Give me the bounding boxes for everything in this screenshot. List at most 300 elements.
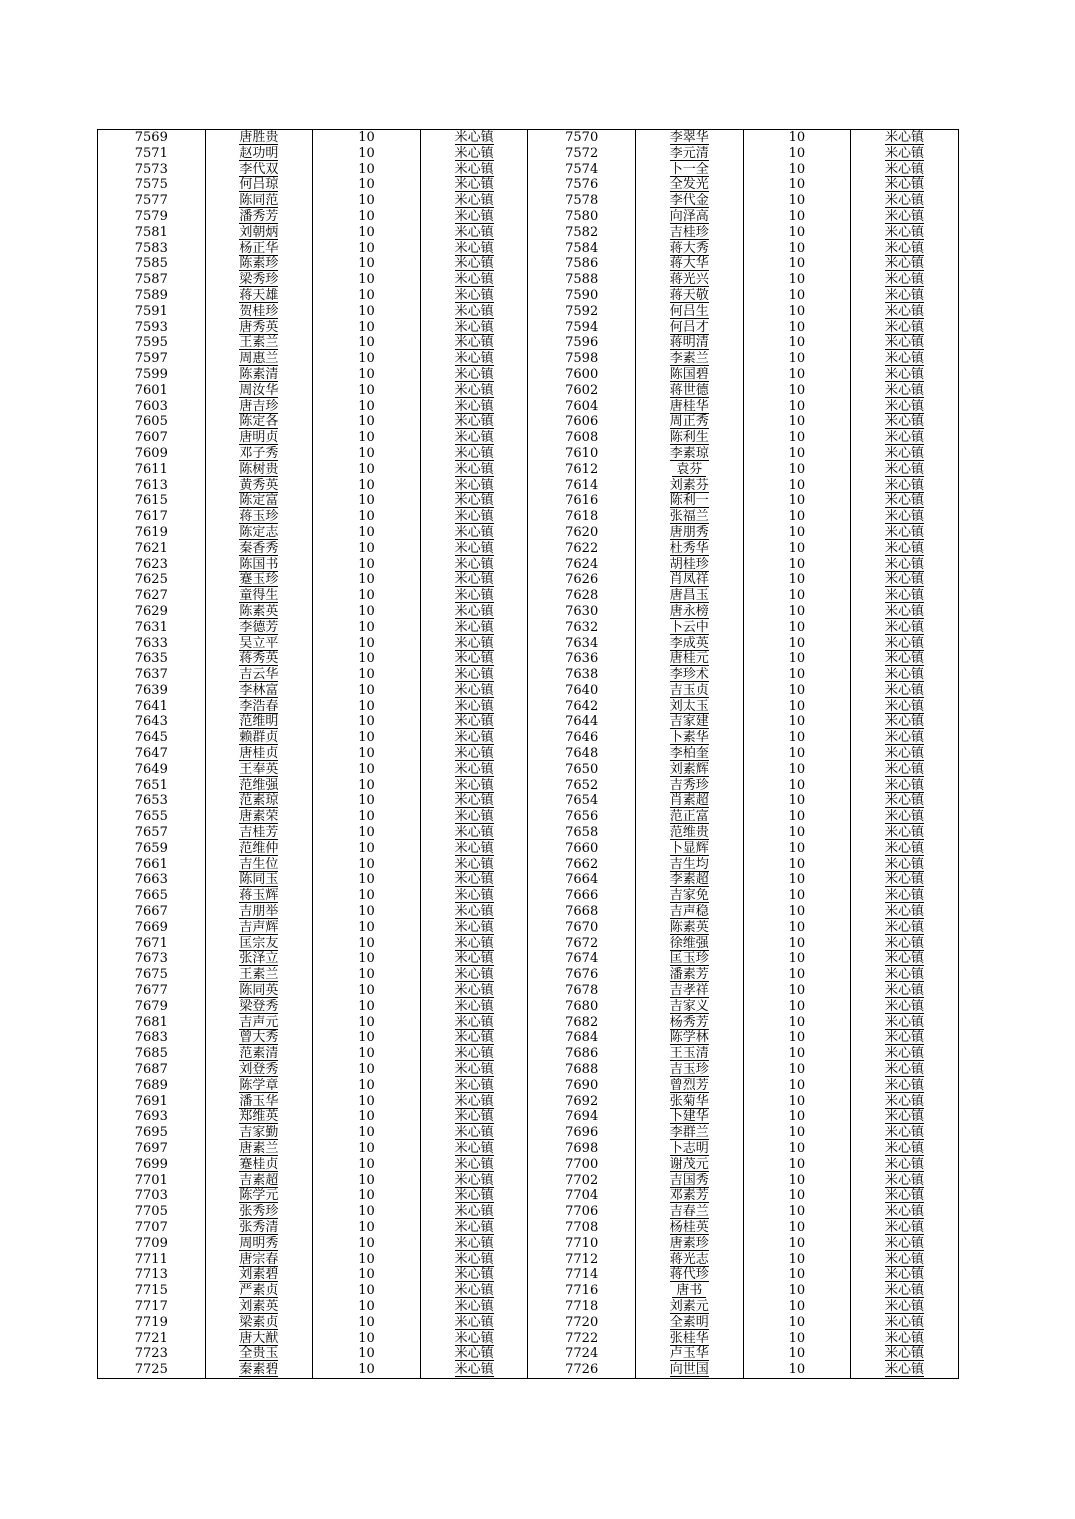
cell-text: 唐桂华 bbox=[669, 398, 709, 414]
cell-text: 陈利一 bbox=[669, 493, 709, 509]
cell-text: 米心镇 bbox=[884, 651, 924, 667]
cell-text: 唐秀英 bbox=[239, 319, 279, 335]
id-cell-right: 7648 bbox=[528, 746, 636, 762]
id-cell-left: 7597 bbox=[98, 351, 206, 367]
town-cell-left bbox=[420, 130, 528, 146]
cell-text: 胡桂珍 bbox=[669, 556, 709, 572]
name-cell-right bbox=[635, 1204, 743, 1220]
town-cell-right bbox=[851, 983, 959, 999]
cell-text: 曾烈芳 bbox=[669, 1077, 709, 1093]
name-cell-left bbox=[205, 809, 313, 825]
name-cell-left bbox=[205, 1315, 313, 1331]
town-cell-right bbox=[851, 383, 959, 399]
amount-cell-left: 10 bbox=[313, 620, 421, 636]
town-cell-left bbox=[420, 1062, 528, 1078]
id-cell-left: 7707 bbox=[98, 1220, 206, 1236]
table-row bbox=[98, 493, 959, 509]
table-row bbox=[98, 367, 959, 383]
town-cell-left bbox=[420, 414, 528, 430]
name-cell-right bbox=[635, 746, 743, 762]
cell-text: 米心镇 bbox=[884, 809, 924, 825]
cell-text: 潘素芳 bbox=[669, 967, 709, 983]
amount-cell-left: 10 bbox=[313, 130, 421, 146]
id-cell-right: 7680 bbox=[528, 999, 636, 1015]
town-cell-right bbox=[851, 462, 959, 478]
amount-cell-left: 10 bbox=[313, 762, 421, 778]
id-cell-left: 7587 bbox=[98, 272, 206, 288]
amount-cell-left: 10 bbox=[313, 525, 421, 541]
cell-text: 全素明 bbox=[669, 1314, 709, 1330]
name-cell-right bbox=[635, 225, 743, 241]
table-row bbox=[98, 1078, 959, 1094]
cell-text: 米心镇 bbox=[454, 1077, 494, 1093]
amount-cell-right: 10 bbox=[743, 920, 851, 936]
name-cell-left bbox=[205, 1236, 313, 1252]
cell-text: 米心镇 bbox=[454, 919, 494, 935]
id-cell-left: 7607 bbox=[98, 430, 206, 446]
town-cell-left bbox=[420, 288, 528, 304]
name-cell-right bbox=[635, 162, 743, 178]
amount-cell-right: 10 bbox=[743, 1220, 851, 1236]
amount-cell-right: 10 bbox=[743, 604, 851, 620]
id-cell-right: 7576 bbox=[528, 177, 636, 193]
table-row bbox=[98, 509, 959, 525]
id-cell-right: 7616 bbox=[528, 493, 636, 509]
cell-text: 潘秀芳 bbox=[239, 208, 279, 224]
amount-cell-right: 10 bbox=[743, 541, 851, 557]
cell-text: 米心镇 bbox=[454, 524, 494, 540]
cell-text: 周惠兰 bbox=[239, 351, 279, 367]
cell-text: 李素兰 bbox=[669, 351, 709, 367]
cell-text: 谢茂元 bbox=[669, 1156, 709, 1172]
town-cell-left bbox=[420, 620, 528, 636]
name-cell-left bbox=[205, 778, 313, 794]
cell-text: 李代金 bbox=[669, 193, 709, 209]
town-cell-right bbox=[851, 177, 959, 193]
amount-cell-left: 10 bbox=[313, 1283, 421, 1299]
name-cell-left bbox=[205, 351, 313, 367]
cell-text: 米心镇 bbox=[884, 445, 924, 461]
cell-text: 米心镇 bbox=[454, 130, 494, 145]
cell-text: 李林富 bbox=[239, 682, 279, 698]
id-cell-left: 7635 bbox=[98, 651, 206, 667]
id-cell-right: 7614 bbox=[528, 478, 636, 494]
town-cell-right bbox=[851, 193, 959, 209]
name-cell-right bbox=[635, 604, 743, 620]
id-cell-left: 7631 bbox=[98, 620, 206, 636]
id-cell-right: 7700 bbox=[528, 1157, 636, 1173]
cell-text: 米心镇 bbox=[454, 588, 494, 604]
name-cell-left bbox=[205, 588, 313, 604]
table-row bbox=[98, 351, 959, 367]
id-cell-right: 7704 bbox=[528, 1188, 636, 1204]
cell-text: 米心镇 bbox=[454, 840, 494, 856]
town-cell-left bbox=[420, 320, 528, 336]
amount-cell-left: 10 bbox=[313, 1094, 421, 1110]
town-cell-left bbox=[420, 509, 528, 525]
amount-cell-left: 10 bbox=[313, 651, 421, 667]
name-cell-right bbox=[635, 177, 743, 193]
town-cell-left bbox=[420, 1267, 528, 1283]
cell-text: 童得生 bbox=[239, 588, 279, 604]
cell-text: 吉孝祥 bbox=[669, 983, 709, 999]
name-cell-left bbox=[205, 1346, 313, 1362]
town-cell-left bbox=[420, 999, 528, 1015]
name-cell-left bbox=[205, 825, 313, 841]
id-cell-left: 7645 bbox=[98, 730, 206, 746]
amount-cell-left: 10 bbox=[313, 714, 421, 730]
name-cell-right bbox=[635, 557, 743, 573]
table-row bbox=[98, 1030, 959, 1046]
table-row bbox=[98, 825, 959, 841]
town-cell-left bbox=[420, 888, 528, 904]
id-cell-right: 7664 bbox=[528, 872, 636, 888]
amount-cell-left: 10 bbox=[313, 162, 421, 178]
cell-text: 米心镇 bbox=[454, 351, 494, 367]
amount-cell-right: 10 bbox=[743, 1125, 851, 1141]
town-cell-left bbox=[420, 193, 528, 209]
name-cell-left bbox=[205, 146, 313, 162]
id-cell-right: 7686 bbox=[528, 1046, 636, 1062]
name-cell-left bbox=[205, 541, 313, 557]
name-cell-left bbox=[205, 1299, 313, 1315]
id-cell-right: 7652 bbox=[528, 778, 636, 794]
name-cell-right bbox=[635, 778, 743, 794]
amount-cell-right: 10 bbox=[743, 177, 851, 193]
table-row bbox=[98, 1362, 959, 1378]
name-cell-left bbox=[205, 209, 313, 225]
name-cell-left bbox=[205, 162, 313, 178]
amount-cell-left: 10 bbox=[313, 177, 421, 193]
town-cell-right bbox=[851, 588, 959, 604]
town-cell-left bbox=[420, 241, 528, 257]
id-cell-right: 7684 bbox=[528, 1030, 636, 1046]
cell-text: 米心镇 bbox=[454, 1125, 494, 1141]
amount-cell-right: 10 bbox=[743, 1109, 851, 1125]
amount-cell-right: 10 bbox=[743, 651, 851, 667]
name-cell-left bbox=[205, 857, 313, 873]
amount-cell-right: 10 bbox=[743, 288, 851, 304]
cell-text: 米心镇 bbox=[454, 1014, 494, 1030]
table-row bbox=[98, 857, 959, 873]
town-cell-left bbox=[420, 1236, 528, 1252]
cell-text: 张福兰 bbox=[669, 509, 709, 525]
cell-text: 蒋世德 bbox=[669, 382, 709, 398]
id-cell-right: 7604 bbox=[528, 399, 636, 415]
cell-text: 李德芳 bbox=[239, 619, 279, 635]
cell-text: 米心镇 bbox=[454, 967, 494, 983]
town-cell-right bbox=[851, 493, 959, 509]
town-cell-right bbox=[851, 304, 959, 320]
amount-cell-right: 10 bbox=[743, 888, 851, 904]
id-cell-right: 7578 bbox=[528, 193, 636, 209]
cell-text: 李浩春 bbox=[239, 698, 279, 714]
town-cell-right bbox=[851, 256, 959, 272]
town-cell-right bbox=[851, 825, 959, 841]
town-cell-left bbox=[420, 588, 528, 604]
amount-cell-left: 10 bbox=[313, 351, 421, 367]
id-cell-left: 7617 bbox=[98, 509, 206, 525]
cell-text: 米心镇 bbox=[454, 287, 494, 303]
id-cell-right: 7720 bbox=[528, 1315, 636, 1331]
town-cell-left bbox=[420, 493, 528, 509]
amount-cell-right: 10 bbox=[743, 857, 851, 873]
cell-text: 米心镇 bbox=[884, 177, 924, 193]
town-cell-right bbox=[851, 1046, 959, 1062]
name-cell-left bbox=[205, 1157, 313, 1173]
amount-cell-left: 10 bbox=[313, 825, 421, 841]
name-cell-left bbox=[205, 320, 313, 336]
cell-text: 杨桂英 bbox=[669, 1219, 709, 1235]
cell-text: 吉桂芳 bbox=[239, 825, 279, 841]
name-cell-left bbox=[205, 1046, 313, 1062]
name-cell-left bbox=[205, 256, 313, 272]
cell-text: 范正富 bbox=[669, 809, 709, 825]
amount-cell-left: 10 bbox=[313, 888, 421, 904]
cell-text: 蒋光兴 bbox=[669, 272, 709, 288]
table-row bbox=[98, 904, 959, 920]
cell-text: 唐永榜 bbox=[669, 603, 709, 619]
amount-cell-left: 10 bbox=[313, 209, 421, 225]
amount-cell-left: 10 bbox=[313, 841, 421, 857]
cell-text: 米心镇 bbox=[884, 319, 924, 335]
cell-text: 米心镇 bbox=[884, 1030, 924, 1046]
id-cell-left: 7689 bbox=[98, 1078, 206, 1094]
amount-cell-left: 10 bbox=[313, 462, 421, 478]
town-cell-right bbox=[851, 509, 959, 525]
amount-cell-left: 10 bbox=[313, 857, 421, 873]
id-cell-left: 7659 bbox=[98, 841, 206, 857]
amount-cell-left: 10 bbox=[313, 272, 421, 288]
town-cell-right bbox=[851, 1346, 959, 1362]
cell-text: 米心镇 bbox=[884, 983, 924, 999]
cell-text: 米心镇 bbox=[884, 588, 924, 604]
town-cell-left bbox=[420, 225, 528, 241]
amount-cell-left: 10 bbox=[313, 588, 421, 604]
amount-cell-left: 10 bbox=[313, 1125, 421, 1141]
cell-text: 米心镇 bbox=[454, 698, 494, 714]
name-cell-left bbox=[205, 1362, 313, 1378]
cell-text: 米心镇 bbox=[884, 967, 924, 983]
id-cell-right: 7584 bbox=[528, 241, 636, 257]
id-cell-left: 7715 bbox=[98, 1283, 206, 1299]
roster-table-body bbox=[98, 130, 959, 1379]
amount-cell-left: 10 bbox=[313, 146, 421, 162]
cell-text: 米心镇 bbox=[884, 287, 924, 303]
cell-text: 梁素贞 bbox=[239, 1314, 279, 1330]
table-row bbox=[98, 667, 959, 683]
cell-text: 刘素英 bbox=[239, 1298, 279, 1314]
cell-text: 唐大猷 bbox=[239, 1330, 279, 1346]
table-row bbox=[98, 1283, 959, 1299]
table-row bbox=[98, 746, 959, 762]
town-cell-left bbox=[420, 351, 528, 367]
amount-cell-left: 10 bbox=[313, 1252, 421, 1268]
id-cell-right: 7622 bbox=[528, 541, 636, 557]
table-row bbox=[98, 1188, 959, 1204]
name-cell-left bbox=[205, 714, 313, 730]
name-cell-left bbox=[205, 683, 313, 699]
name-cell-right bbox=[635, 841, 743, 857]
cell-text: 吉生位 bbox=[239, 856, 279, 872]
amount-cell-right: 10 bbox=[743, 936, 851, 952]
cell-text: 米心镇 bbox=[884, 351, 924, 367]
town-cell-right bbox=[851, 841, 959, 857]
cell-text: 杜秀华 bbox=[669, 540, 709, 556]
cell-text: 米心镇 bbox=[884, 303, 924, 319]
amount-cell-left: 10 bbox=[313, 1220, 421, 1236]
town-cell-left bbox=[420, 714, 528, 730]
name-cell-left bbox=[205, 367, 313, 383]
cell-text: 张秀珍 bbox=[239, 1204, 279, 1220]
cell-text: 米心镇 bbox=[884, 667, 924, 683]
id-cell-left: 7717 bbox=[98, 1299, 206, 1315]
table-row bbox=[98, 1204, 959, 1220]
name-cell-right bbox=[635, 241, 743, 257]
cell-text: 米心镇 bbox=[454, 556, 494, 572]
table-row bbox=[98, 1109, 959, 1125]
cell-text: 蹇玉珍 bbox=[239, 572, 279, 588]
table-row bbox=[98, 1236, 959, 1252]
id-cell-left: 7571 bbox=[98, 146, 206, 162]
id-cell-right: 7632 bbox=[528, 620, 636, 636]
name-cell-right bbox=[635, 714, 743, 730]
table-row bbox=[98, 241, 959, 257]
cell-text: 米心镇 bbox=[884, 524, 924, 540]
id-cell-left: 7569 bbox=[98, 130, 206, 146]
cell-text: 蒋明清 bbox=[669, 335, 709, 351]
amount-cell-right: 10 bbox=[743, 1173, 851, 1189]
town-cell-left bbox=[420, 367, 528, 383]
cell-text: 周明秀 bbox=[239, 1235, 279, 1251]
amount-cell-left: 10 bbox=[313, 414, 421, 430]
cell-text: 米心镇 bbox=[454, 540, 494, 556]
name-cell-right bbox=[635, 446, 743, 462]
id-cell-left: 7611 bbox=[98, 462, 206, 478]
table-row bbox=[98, 999, 959, 1015]
name-cell-left bbox=[205, 983, 313, 999]
cell-text: 米心镇 bbox=[884, 414, 924, 430]
amount-cell-left: 10 bbox=[313, 1331, 421, 1347]
cell-text: 米心镇 bbox=[454, 793, 494, 809]
name-cell-right bbox=[635, 872, 743, 888]
name-cell-right bbox=[635, 904, 743, 920]
cell-text: 范素琼 bbox=[239, 793, 279, 809]
name-cell-left bbox=[205, 920, 313, 936]
id-cell-left: 7665 bbox=[98, 888, 206, 904]
town-cell-right bbox=[851, 320, 959, 336]
id-cell-right: 7708 bbox=[528, 1220, 636, 1236]
id-cell-left: 7601 bbox=[98, 383, 206, 399]
cell-text: 陈国书 bbox=[239, 556, 279, 572]
name-cell-left bbox=[205, 762, 313, 778]
town-cell-left bbox=[420, 272, 528, 288]
town-cell-left bbox=[420, 1346, 528, 1362]
name-cell-right bbox=[635, 683, 743, 699]
table-row bbox=[98, 1125, 959, 1141]
town-cell-right bbox=[851, 604, 959, 620]
id-cell-right: 7638 bbox=[528, 667, 636, 683]
id-cell-left: 7667 bbox=[98, 904, 206, 920]
town-cell-left bbox=[420, 478, 528, 494]
cell-text: 吉声元 bbox=[239, 1014, 279, 1030]
amount-cell-left: 10 bbox=[313, 604, 421, 620]
town-cell-right bbox=[851, 1267, 959, 1283]
name-cell-right bbox=[635, 1173, 743, 1189]
cell-text: 张泽立 bbox=[239, 951, 279, 967]
name-cell-right bbox=[635, 383, 743, 399]
town-cell-left bbox=[420, 209, 528, 225]
town-cell-left bbox=[420, 335, 528, 351]
id-cell-right: 7634 bbox=[528, 636, 636, 652]
name-cell-left bbox=[205, 888, 313, 904]
amount-cell-left: 10 bbox=[313, 951, 421, 967]
id-cell-left: 7603 bbox=[98, 399, 206, 415]
name-cell-right bbox=[635, 1125, 743, 1141]
table-row bbox=[98, 1062, 959, 1078]
cell-text: 米心镇 bbox=[884, 919, 924, 935]
cell-text: 唐素荣 bbox=[239, 809, 279, 825]
cell-text: 米心镇 bbox=[454, 825, 494, 841]
id-cell-left: 7609 bbox=[98, 446, 206, 462]
cell-text: 米心镇 bbox=[884, 208, 924, 224]
amount-cell-left: 10 bbox=[313, 1078, 421, 1094]
id-cell-right: 7656 bbox=[528, 809, 636, 825]
id-cell-left: 7701 bbox=[98, 1173, 206, 1189]
cell-text: 卜一全 bbox=[669, 161, 709, 177]
name-cell-right bbox=[635, 478, 743, 494]
name-cell-right bbox=[635, 493, 743, 509]
cell-text: 徐维强 bbox=[669, 935, 709, 951]
cell-text: 陈学林 bbox=[669, 1030, 709, 1046]
table-row bbox=[98, 399, 959, 415]
cell-text: 米心镇 bbox=[454, 746, 494, 762]
id-cell-left: 7723 bbox=[98, 1346, 206, 1362]
town-cell-right bbox=[851, 699, 959, 715]
id-cell-left: 7697 bbox=[98, 1141, 206, 1157]
name-cell-left bbox=[205, 304, 313, 320]
name-cell-right bbox=[635, 1141, 743, 1157]
cell-text: 李珍术 bbox=[669, 667, 709, 683]
id-cell-left: 7673 bbox=[98, 951, 206, 967]
cell-text: 陈同范 bbox=[239, 193, 279, 209]
town-cell-left bbox=[420, 162, 528, 178]
town-cell-right bbox=[851, 399, 959, 415]
amount-cell-right: 10 bbox=[743, 509, 851, 525]
amount-cell-right: 10 bbox=[743, 809, 851, 825]
amount-cell-right: 10 bbox=[743, 683, 851, 699]
cell-text: 米心镇 bbox=[454, 414, 494, 430]
amount-cell-left: 10 bbox=[313, 446, 421, 462]
amount-cell-left: 10 bbox=[313, 478, 421, 494]
name-cell-right bbox=[635, 730, 743, 746]
cell-text: 吉家建 bbox=[669, 714, 709, 730]
cell-text: 何吕才 bbox=[669, 319, 709, 335]
amount-cell-right: 10 bbox=[743, 272, 851, 288]
name-cell-right bbox=[635, 699, 743, 715]
name-cell-left bbox=[205, 241, 313, 257]
amount-cell-right: 10 bbox=[743, 746, 851, 762]
id-cell-left: 7633 bbox=[98, 636, 206, 652]
cell-text: 米心镇 bbox=[454, 730, 494, 746]
town-cell-right bbox=[851, 1362, 959, 1378]
table-row bbox=[98, 446, 959, 462]
id-cell-right: 7688 bbox=[528, 1062, 636, 1078]
cell-text: 米心镇 bbox=[884, 951, 924, 967]
id-cell-left: 7695 bbox=[98, 1125, 206, 1141]
id-cell-right: 7716 bbox=[528, 1283, 636, 1299]
cell-text: 米心镇 bbox=[454, 398, 494, 414]
